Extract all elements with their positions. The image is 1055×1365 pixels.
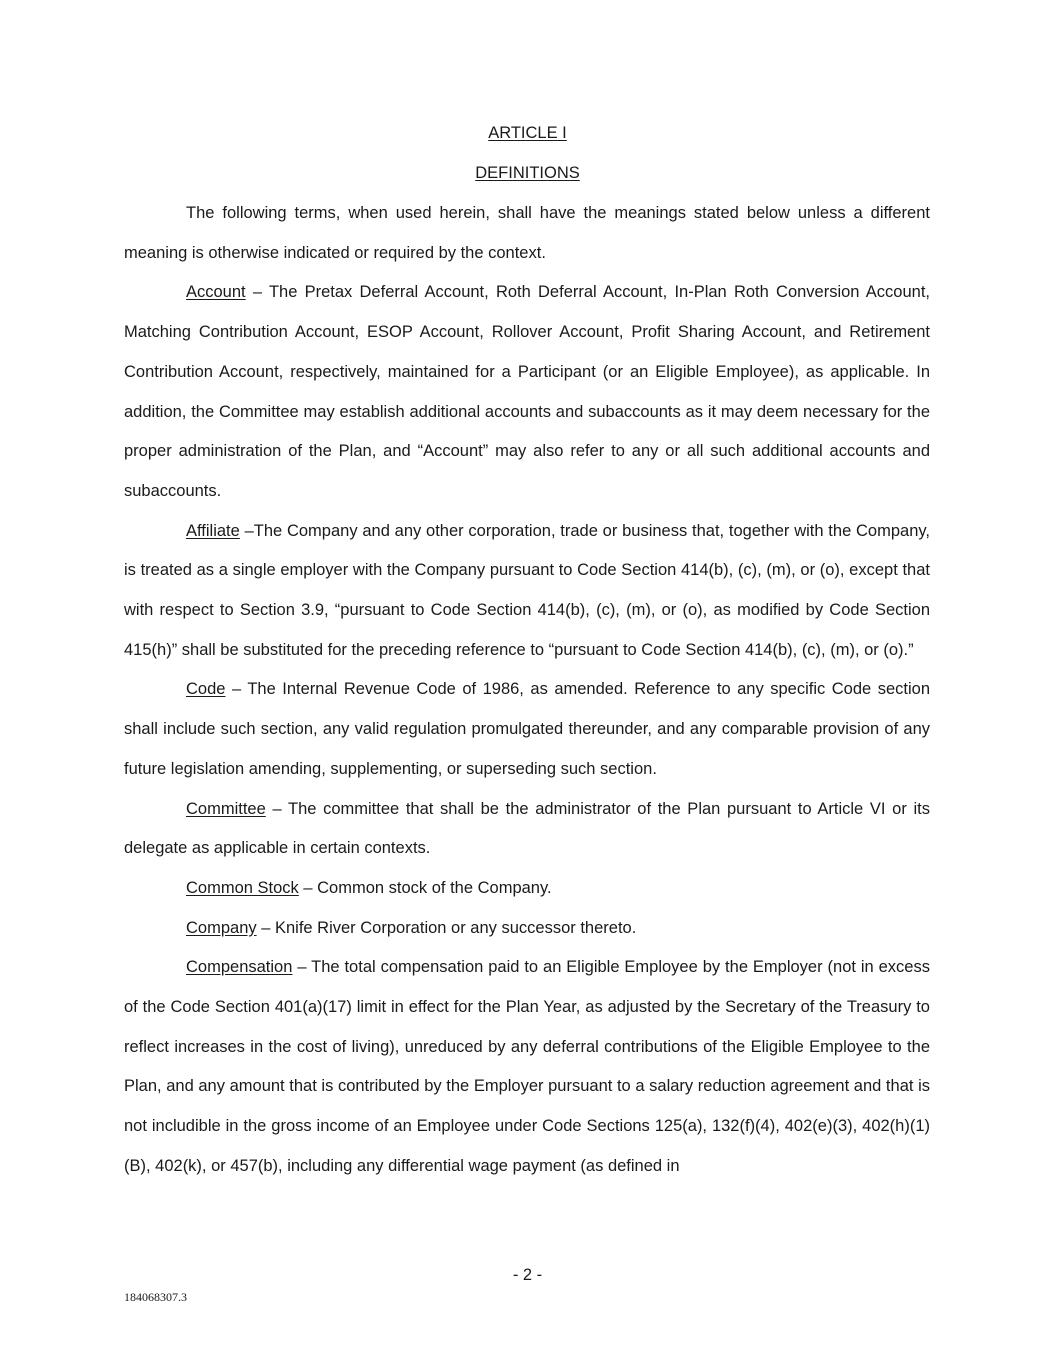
definition-term: Company (186, 918, 257, 937)
definition-text: – The Internal Revenue Code of 1986, as amended. Reference to any specific Code section shall include such section, any valid regulation promulgated thereunder, and any comparable provision of any future legislation amending, supplementing, or superseding such section. (124, 680, 930, 778)
definition-code (124, 670, 930, 789)
definition-term: Committee (186, 799, 266, 818)
definition-text: –The Company and any other corporation, trade or business that, together with the Company, is treated as a single employer with the Company pursuant to Code Section 414(b), (c), (m), or (o), except that with respect to Section 3.9, “pursuant to Code Section 414(b), (c), (m), or (o), as modified by Code Section 415(h)” shall be substituted for the preceding reference to “pursuant to Code Section 414(b), (c), (m), or (o).” (124, 521, 930, 659)
definition-term: Affiliate (186, 521, 240, 540)
definition-company (124, 909, 930, 949)
definition-term: Account (186, 283, 246, 302)
definition-text: – The committee that shall be the administrator of the Plan pursuant to Article VI or its delegate as applicable in certain contexts. (124, 799, 930, 858)
definition-text: – The Pretax Deferral Account, Roth Deferral Account, In-Plan Roth Conversion Account, Matching Contribution Account, ESOP Account, Rollover Account, Profit Sharing Account, and Retirement Contribution Account, respectively, maintained for a Participant (or an Eligible Employee), as applicable. In addition, the Committee may establish additional accounts and subaccounts as it may deem necessary for the proper administration of the Plan, and “Account” may also refer to any or all such additional accounts and subaccounts. (124, 283, 930, 500)
definition-term: Common Stock (186, 878, 299, 897)
intro-paragraph: The following terms, when used herein, shall have the meanings stated below unless a different meaning is otherwise indicated or required by the context. (124, 204, 930, 262)
article-heading: ARTICLE I (488, 124, 567, 142)
page-number: - 2 - (512, 1266, 543, 1284)
definition-common-stock (124, 869, 930, 909)
definition-text: – Common stock of the Company. (298, 878, 552, 897)
definitions-body (124, 194, 930, 1187)
definition-account (124, 273, 930, 511)
definition-term: Compensation (186, 958, 293, 977)
definition-committee (124, 790, 930, 869)
definition-text: – The total compensation paid to an Eligible Employee by the Employer (not in excess of the Code Section 401(a)(17) limit in effect for the Plan Year, as adjusted by the Secretary of the Treasury to reflect increases in the cost of living), unreduced by any deferral contributions of the Eligible Employee to the Plan, and any amount that is contributed by the Employer pursuant to a salary reduction agreement and that is not includible in the gross income of an Employee under Code Sections 125(a), 132(f)(4), 402(e)(3), 402(h)(1)(B), 402(k), or 457(b), including any differential wage payment (as defined in (124, 958, 930, 1175)
document-id: 184068307.3 (124, 1290, 187, 1304)
definition-term: Code (186, 680, 226, 699)
definition-affiliate (124, 512, 930, 671)
definition-compensation (124, 948, 930, 1186)
section-title: DEFINITIONS (475, 164, 580, 182)
definition-text: – Knife River Corporation or any successor thereto. (256, 918, 637, 937)
